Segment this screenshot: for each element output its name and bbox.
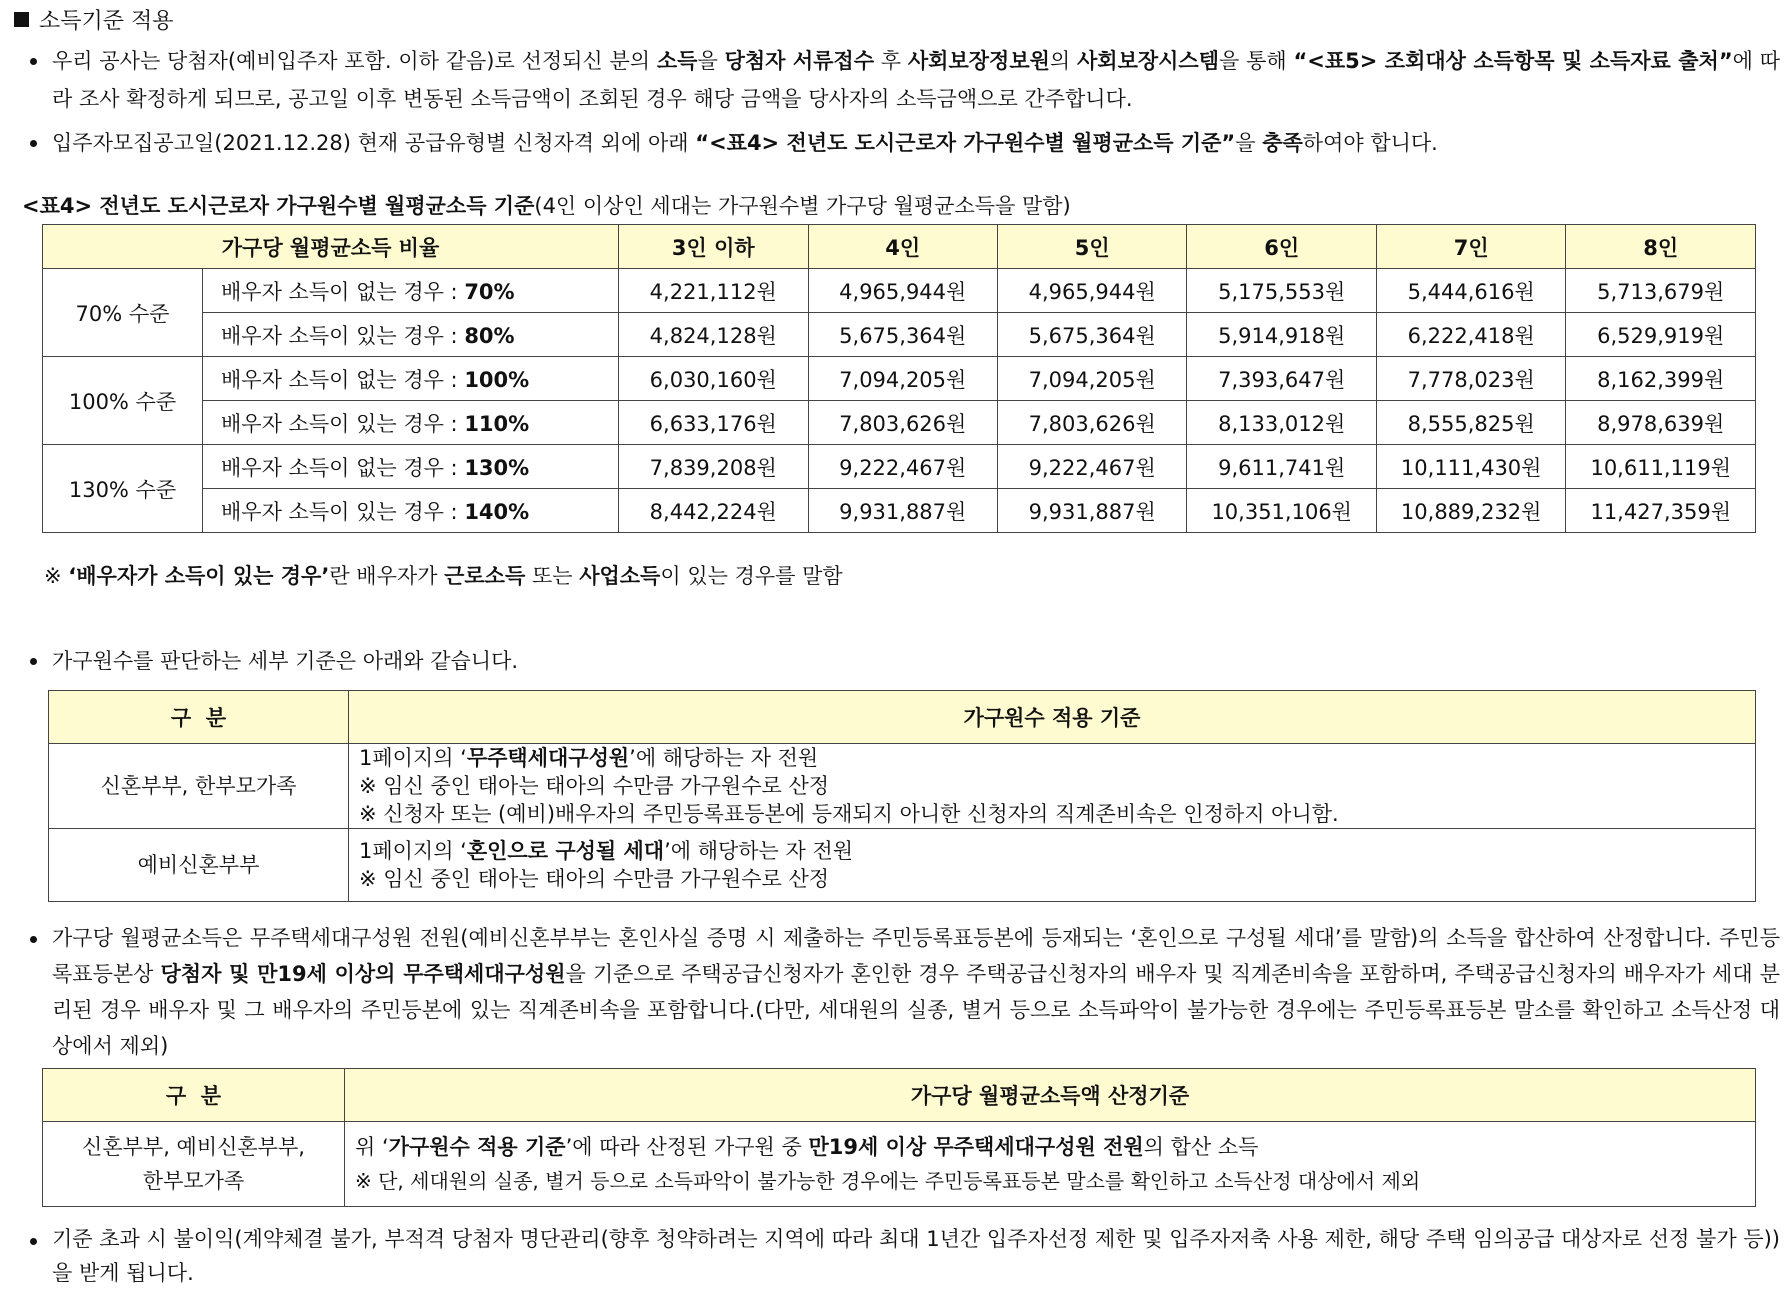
text-run: 1페이지의 ‘ <box>359 746 467 770</box>
text-run: 을 <box>1235 131 1263 155</box>
income-value-cell: 10,611,119원 <box>1566 445 1756 489</box>
income-value-cell: 5,675,364원 <box>997 313 1186 357</box>
condition-percent: 140% <box>464 499 530 524</box>
bold-run: 가구원수 적용 기준 <box>388 1135 566 1159</box>
bold-run: 사회보장정보원 <box>907 49 1050 73</box>
spouse-condition-cell <box>203 445 619 489</box>
income-value-cell: 8,555,825원 <box>1376 401 1565 445</box>
table-row <box>43 401 1756 445</box>
section-title-text: 소득기준 적용 <box>39 9 174 34</box>
income-value-cell: 8,442,224원 <box>619 489 808 533</box>
condition-label: 배우자 소득이 없는 경우 : <box>221 455 465 480</box>
household-count-table <box>48 690 1756 902</box>
text-run: 하여야 합니다. <box>1302 131 1438 155</box>
text-run: ’에 따라 산정된 가구원 중 <box>565 1135 809 1159</box>
row-criteria <box>349 744 1756 829</box>
income-value-cell: 6,222,418원 <box>1376 313 1565 357</box>
spouse-condition-cell <box>203 401 619 445</box>
income-value-cell: 4,965,944원 <box>997 269 1186 313</box>
income-value-cell: 4,221,112원 <box>619 269 808 313</box>
row-category: 예비신혼부부 <box>49 829 349 902</box>
bullet-dot-icon <box>30 58 37 65</box>
text-run: 의 합산 소득 <box>1143 1135 1259 1159</box>
income-standard-table <box>42 224 1756 533</box>
income-value-cell: 9,611,741원 <box>1187 445 1376 489</box>
bullet-dot-icon <box>30 936 37 943</box>
header-7: 7인 <box>1376 225 1565 269</box>
income-value-cell: 7,778,023원 <box>1376 357 1565 401</box>
income-value-cell: 5,444,616원 <box>1376 269 1565 313</box>
income-value-cell: 8,978,639원 <box>1566 401 1756 445</box>
header-8: 8인 <box>1566 225 1756 269</box>
bullet-dot-icon <box>30 658 37 665</box>
income-value-cell: 11,427,359원 <box>1566 489 1756 533</box>
bullet-penalty <box>30 1222 1780 1290</box>
bullet-dot-icon <box>30 1238 37 1245</box>
bold-run: ‘배우자가 소득이 있는 경우’ <box>68 564 330 588</box>
income-value-cell: 9,931,887원 <box>997 489 1186 533</box>
note-line: ※ 신청자 또는 (예비)배우자의 주민등록표등본에 등재되지 아니한 신청자의 직계존비속은 인정하지 아니함. <box>359 802 1339 826</box>
text-run: 가구원수를 판단하는 세부 기준은 아래와 같습니다. <box>52 649 519 673</box>
income-value-cell: 7,094,205원 <box>808 357 997 401</box>
row-criteria <box>349 829 1756 902</box>
bullet-dot-icon <box>30 140 37 147</box>
text-run: 후 <box>874 49 908 73</box>
text-run: 또는 <box>525 564 580 588</box>
bullet-eligibility <box>30 124 1780 162</box>
note-line: ※ 임신 중인 태아는 태아의 수만큼 가구원수로 산정 <box>359 867 830 891</box>
note-line: ※ 임신 중인 태아는 태아의 수만큼 가구원수로 산정 <box>359 774 830 798</box>
text-run: 우리 공사는 당첨자(예비입주자 포함. 이하 같음)로 선정되신 분의 <box>52 49 657 73</box>
condition-label: 배우자 소득이 있는 경우 : <box>221 323 465 348</box>
spouse-condition-cell <box>203 489 619 533</box>
table-row <box>49 744 1756 829</box>
condition-percent: 110% <box>464 411 530 436</box>
income-value-cell: 10,351,106원 <box>1187 489 1376 533</box>
header-category: 구 분 <box>49 691 349 744</box>
header-criteria: 가구원수 적용 기준 <box>349 691 1756 744</box>
income-value-cell: 7,803,626원 <box>808 401 997 445</box>
text-run: 을 통해 <box>1219 49 1294 73</box>
bold-run: “<표5> 조회대상 소득항목 및 소득자료 출처” <box>1293 49 1733 73</box>
bold-run: 당첨자 및 만19세 이상의 무주택세대구성원 <box>160 962 566 986</box>
bold-run: 사회보장시스템 <box>1077 49 1220 73</box>
income-value-cell: 4,824,128원 <box>619 313 808 357</box>
bold-run: 당첨자 서류접수 <box>724 49 874 73</box>
income-value-cell: 5,914,918원 <box>1187 313 1376 357</box>
bold-run: 만19세 이상 무주택세대구성원 전원 <box>808 1135 1144 1159</box>
text-run: 란 배우자가 <box>329 564 445 588</box>
condition-percent: 130% <box>464 455 530 480</box>
note-line: ※ 단, 세대원의 실종, 별거 등으로 소득파악이 불가능한 경우에는 주민등록표등본 말소를 확인하고 소득산정 대상에서 제외 <box>355 1169 1421 1193</box>
row-category <box>43 1122 345 1207</box>
text-run: 기준 초과 시 불이익(계약체결 불가, 부적격 당첨자 명단관리(향후 청약하려는 지역에 따라 최대 1년간 입주자선정 제한 및 입주자저축 사용 제한, 해당 주택 임의공급 대상자로 선정 불가 등))을 받게 됩니다. <box>52 1227 1780 1285</box>
section-title <box>14 4 174 35</box>
income-value-cell: 7,839,208원 <box>619 445 808 489</box>
income-level-cell: 130% 수준 <box>43 445 203 533</box>
header-5: 5인 <box>997 225 1186 269</box>
condition-label: 배우자 소득이 없는 경우 : <box>221 279 465 304</box>
table-row <box>43 357 1756 401</box>
income-value-cell: 4,965,944원 <box>808 269 997 313</box>
table-header-row <box>49 691 1756 744</box>
bullet-income-calculation <box>30 920 1780 1064</box>
income-value-cell: 6,529,919원 <box>1566 313 1756 357</box>
income-value-cell: 7,393,647원 <box>1187 357 1376 401</box>
income-value-cell: 9,222,467원 <box>997 445 1186 489</box>
bold-run: 무주택세대구성원 <box>466 746 630 770</box>
bold-run: 소득 <box>656 49 698 73</box>
spouse-income-note <box>44 560 843 590</box>
condition-percent: 70% <box>464 279 515 304</box>
header-3: 3인 이하 <box>619 225 808 269</box>
income-value-cell: 5,713,679원 <box>1566 269 1756 313</box>
condition-percent: 100% <box>464 367 530 392</box>
header-4: 4인 <box>808 225 997 269</box>
header-6: 6인 <box>1187 225 1376 269</box>
text-run: ’에 해당하는 자 전원 <box>629 746 819 770</box>
bold-run: 사업소득 <box>579 564 661 588</box>
header-criteria: 가구당 월평균소득액 산정기준 <box>345 1069 1756 1122</box>
header-ratio: 가구당 월평균소득 비율 <box>43 225 619 269</box>
table-row <box>43 445 1756 489</box>
text-run: 을 기준으로 주택공급신청자가 혼인한 경우 주택공급신청자의 배우자 및 직계존비속을 포함하며, 주택공급신청자의 배우자가 세대 분리된 경우 배우자 및 그 배우자의 주민등본에 있는 직계존비속을 포함합니다.(다만, 세대원의 실종, 별거 등으로 소득파악이 불가능한 경우에는 주민등록표등본 말소를 확인하고 소득산정 대상에서 제외) <box>52 962 1780 1058</box>
income-calculation-table <box>42 1068 1756 1207</box>
header-category: 구 분 <box>43 1069 345 1122</box>
condition-percent: 80% <box>464 323 515 348</box>
table-row <box>49 829 1756 902</box>
income-value-cell: 10,111,430원 <box>1376 445 1565 489</box>
condition-label: 배우자 소득이 없는 경우 : <box>221 367 465 392</box>
text-run: 위 ‘ <box>355 1135 389 1159</box>
caption-rest: (4인 이상인 세대는 가구원수별 가구당 월평균소득을 말함) <box>534 194 1071 218</box>
income-value-cell: 8,162,399원 <box>1566 357 1756 401</box>
bold-run: 혼인으로 구성될 세대 <box>466 839 665 863</box>
caption-bold: <표4> 전년도 도시근로자 가구원수별 월평균소득 기준 <box>22 194 535 218</box>
text-run: ’에 해당하는 자 전원 <box>664 839 854 863</box>
income-value-cell: 8,133,012원 <box>1187 401 1376 445</box>
table-header-row <box>43 225 1756 269</box>
income-value-cell: 10,889,232원 <box>1376 489 1565 533</box>
text-run: 1페이지의 ‘ <box>359 839 467 863</box>
income-value-cell: 6,633,176원 <box>619 401 808 445</box>
bullet-household-criteria <box>30 642 1780 680</box>
square-bullet-icon <box>14 12 29 27</box>
note-mark: ※ <box>44 564 69 588</box>
table-row <box>43 489 1756 533</box>
spouse-condition-cell <box>203 357 619 401</box>
text-run: 의 <box>1049 49 1077 73</box>
income-value-cell: 7,094,205원 <box>997 357 1186 401</box>
table-row <box>43 269 1756 313</box>
table-row <box>43 1122 1756 1207</box>
table-row <box>43 313 1756 357</box>
bold-run: “<표4> 전년도 도시근로자 가구원수별 월평균소득 기준” <box>695 131 1236 155</box>
text-run: 이 있는 경우를 말함 <box>660 564 843 588</box>
income-value-cell: 7,803,626원 <box>997 401 1186 445</box>
row-category: 신혼부부, 한부모가족 <box>49 744 349 829</box>
table-header-row <box>43 1069 1756 1122</box>
income-level-cell: 100% 수준 <box>43 357 203 445</box>
category-line: 한부모가족 <box>142 1169 245 1193</box>
text-run: 에 따라 조사 확정하게 되므로, 공고일 이후 변동된 소득금액이 조회된 경우 해당 금액을 당사자의 소득금액으로 간주합니다. <box>52 49 1781 111</box>
condition-label: 배우자 소득이 있는 경우 : <box>221 411 465 436</box>
table4-caption <box>22 190 1071 220</box>
text-run: 입주자모집공고일(2021.12.28) 현재 공급유형별 신청자격 외에 아래 <box>52 131 696 155</box>
income-value-cell: 5,675,364원 <box>808 313 997 357</box>
income-value-cell: 5,175,553원 <box>1187 269 1376 313</box>
income-value-cell: 6,030,160원 <box>619 357 808 401</box>
bullet-income-verification <box>30 42 1780 118</box>
spouse-condition-cell <box>203 313 619 357</box>
income-value-cell: 9,931,887원 <box>808 489 997 533</box>
row-criteria <box>345 1122 1756 1207</box>
income-level-cell: 70% 수준 <box>43 269 203 357</box>
condition-label: 배우자 소득이 있는 경우 : <box>221 499 465 524</box>
category-line: 신혼부부, 예비신혼부부, <box>82 1135 305 1159</box>
text-run: 을 <box>697 49 725 73</box>
bold-run: 근로소득 <box>444 564 526 588</box>
bold-run: 충족 <box>1262 131 1303 155</box>
spouse-condition-cell <box>203 269 619 313</box>
income-value-cell: 9,222,467원 <box>808 445 997 489</box>
text-run: 가구당 월평균소득은 무주택세대구성원 전원(예비신혼부부는 혼인사실 증명 시 제출하는 주민등록표등본에 등재되는 ‘혼인으로 구성될 세대’를 말함)의 소득을 합산하여 산정합니다. 주민등록표등본상 <box>52 926 1780 986</box>
